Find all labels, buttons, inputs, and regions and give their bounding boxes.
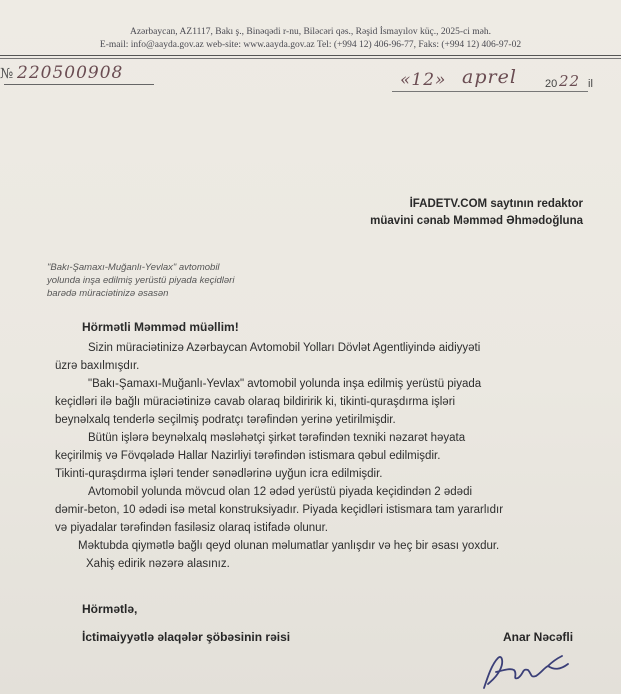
body-p2-line-2: keçidləri ilə bağlı müraciətinizə cavab olaraq bildiririk ki, tikinti-quraşdırma işləri [55,396,456,408]
letterhead-rule-top [0,55,621,56]
letterhead-contact: E-mail: info@aayda.gov.az web-site: www.aayda.gov.az Tel: (+994 12) 406-96-77, Faks: (+994 12) 406-97-02 [99,40,522,50]
body-p1-line-2: üzrə baxılmışdır. [55,360,140,372]
date-month: aprel [462,66,517,88]
date-year-unit: il [588,78,593,90]
body-p4-line-2: dəmir-beton, 10 ədədi isə metal konstruksiyadır. Piyada keçidləri istismara tam yararlıdır [55,504,504,516]
recipient-line-1: İFADETV.COM saytının redaktor [409,198,583,210]
reference-number-underline [4,84,154,85]
reference-number-prefix: № [0,66,15,82]
letterhead-rule-bottom [0,58,621,59]
date-year-prefix: 20 [545,78,558,90]
body-p3-line-1: Bütün işlərə beynəlxalq məsləhətçi şirkət tərəfindən texniki nəzarət həyata [88,432,466,444]
salutation: Hörmətli Məmməd müəllim! [82,320,239,334]
date-day: «12» [400,70,447,90]
signatory-title: İctimaiyyətlə əlaqələr şöbəsinin rəisi [82,630,291,644]
recipient-line-2: müavini cənab Məmməd Əhmədoğluna [370,215,583,227]
subject-line-3: barədə müraciətinizə əsasən [47,288,169,299]
date-underline [392,91,588,92]
body-p2-line-3: beynəlxalq tenderlə seçilmiş podratçı tərəfindən yerinə yetirilmişdir. [55,414,396,426]
body-p3-line-2: keçirilmiş və Fövqəladə Hallar Nazirliyi tərəfindən istismara qəbul edilmişdir. [55,450,441,462]
body-p4-line-1: Avtomobil yolunda mövcud olan 12 ədəd yerüstü piyada keçidindən 2 ədədi [88,486,473,498]
signatory-name: Anar Nəcəfli [503,630,574,644]
body-p6-line-1: Xahiş edirik nəzərə alasınız. [86,558,230,570]
letterhead-address: Azərbaycan, AZ1117, Bakı ş., Binəqədi r-nu, Biləcəri qəs., Rəşid İsmayılov küç., 2025-ci məh. [129,27,492,37]
date-year-suffix: 22 [559,72,581,90]
body-p1-line-1: Sizin müraciətinizə Azərbaycan Avtomobil Yolları Dövlət Agentliyində aidiyyəti [88,342,481,354]
body-p5-line-1: Məktubda qiymətlə bağlı qeyd olunan məlumatlar yanlışdır və heç bir əsası yoxdur. [78,540,500,552]
handwritten-signature [478,648,588,692]
subject-line-2: yolunda inşa edilmiş yerüstü piyada keçidləri [47,275,235,286]
closing: Hörmətlə, [82,602,138,616]
subject-line-1: "Bakı-Şamaxı-Muğanlı-Yevlax" avtomobil [47,262,220,273]
reference-number: 220500908 [17,63,124,83]
body-p2-line-1: "Bakı-Şamaxı-Muğanlı-Yevlax" avtomobil yolunda inşa edilmiş yerüstü piyada [88,378,482,390]
body-p3-line-3: Tikinti-quraşdırma işləri tender sənədlərinə uyğun icra edilmişdir. [55,468,383,480]
body-p4-line-3: və piyadalar tərəfindən fasiləsiz olaraq istifadə olunur. [55,522,328,534]
